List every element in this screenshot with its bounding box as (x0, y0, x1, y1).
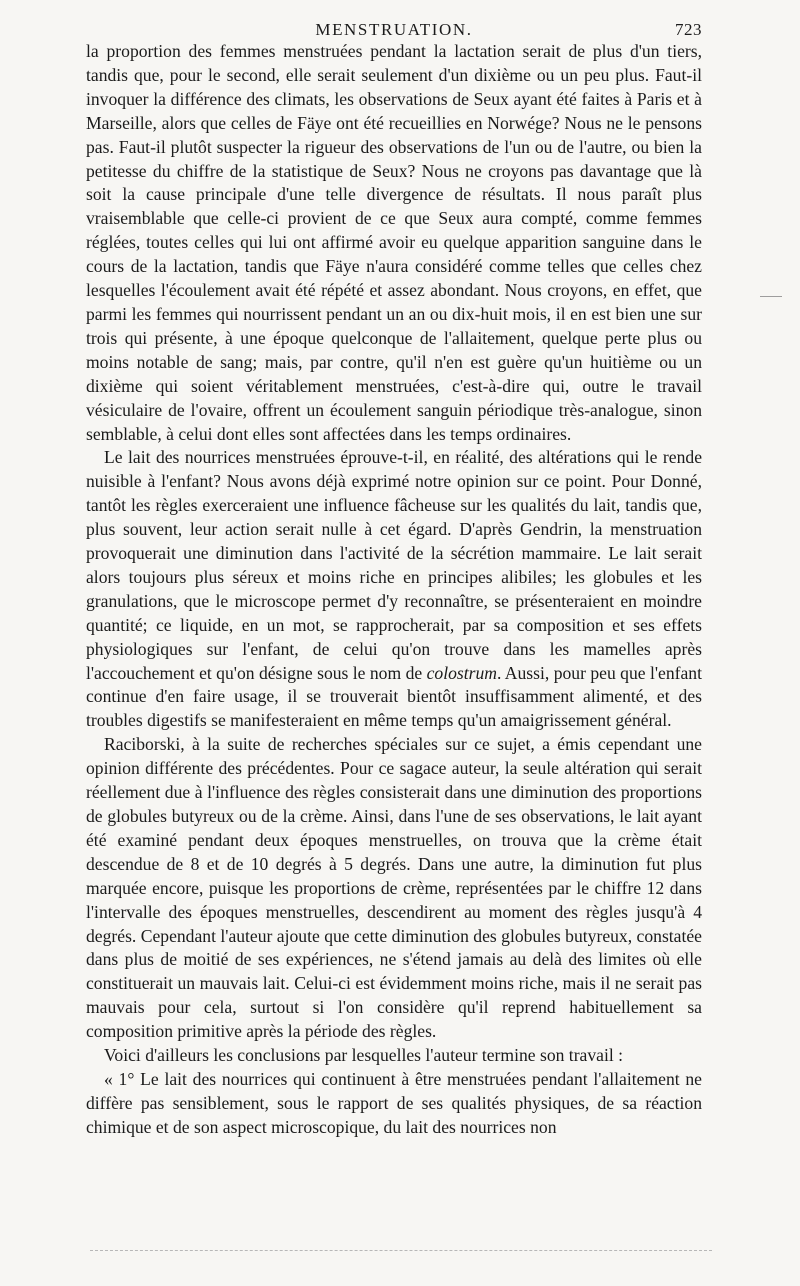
page-header (86, 8, 702, 40)
paragraph: Voici d'ailleurs les conclusions par lesquelles l'auteur termine son travail : (104, 1045, 624, 1066)
running-title: MENSTRUATION. (315, 20, 473, 39)
margin-mark (760, 296, 782, 309)
emphasized-term: colostrum (426, 662, 497, 683)
page-number: 723 (675, 20, 702, 39)
quoted-paragraph: « 1° Le lait des nourrices qui continuent à être menstruées pendant l'allaitement ne diffère pas sensiblement, sous le rapport de ses qualités physiques, de sa réaction chimique et de son aspect microscopique, du lait des nourrices non (86, 1068, 702, 1137)
paragraph: la proportion des femmes menstruées pendant la lactation serait de plus d'un tiers, tandis que, pour le second, elle serait seulement d'un dixième ou un peu plus. Faut-il invoquer la différence des climats, les observations de Seux ayant été faites à Paris et à Marseille, alors que celles de Fäye ont été recueillies en Norwége? Nous ne le pensons pas. Faut-il plutôt suspecter la rigueur des observations de l'un ou de l'autre, ou bien la petitesse du chiffre de la statistique de Seux? Nous ne croyons pas davantage que là soit la cause principale d'une telle divergence de résultats. Il nous paraît plus vraisemblable que celle-ci provient de ce que Seux aura compté, comme femmes réglées, toutes celles qui lui ont affirmé avoir eu quelque apparition sanguine dans le cours de la lactation, tandis que Fäye n'aura considéré comme telles que celles chez lesquelles l'écoulement avait été répété et assez abondant. Nous croyons, en effet, que parmi les femmes qui nourrissent pendant un an ou dix-huit mois, il en est bien une sur trois qui présente, à une époque quelconque de l'allaitement, quelque perte plus ou moins notable de sang; mais, par contre, qu'il n'en est guère qu'un huitième ou un dixième qui soient véritablement menstruées, c'est-à-dire qui, outre le travail vésiculaire de l'ovaire, offrent un écoulement sanguin périodique très-analogue, sinon semblable, à celui dont elles sont affectées dans les temps ordinaires. (86, 41, 702, 444)
body-text (86, 40, 702, 1140)
paragraph-text: Le lait des nourrices menstruées éprouve-t-il, en réalité, des altérations qui le rende nuisible à l'enfant? Nous avons déjà exprimé notre opinion sur ce point. Pour Donné, tantôt les règles exerceraient une influence fâcheuse sur les qualités du lait, tandis que, plus souvent, leur action serait nulle à cet égard. D'après Gendrin, la menstruation provoquerait une diminution dans l'activité de la sécrétion mammaire. Le lait serait alors toujours plus séreux et moins riche en principes alibiles; les globules et les granulations, que le microscope permet d'y reconnaître, se présenteraient en moindre quantité; ce liquide, en un mot, se rapprocherait, par sa composition et ses effets physiologiques sur l'enfant, de celui qu'on trouve dans les mamelles après l'accouchement et qu'on désigne sous le nom de (86, 447, 702, 683)
bottom-rule (90, 1250, 712, 1251)
paragraph: Raciborski, à la suite de recherches spéciales sur ce sujet, a émis cependant une opinion différente des précédentes. Pour ce sagace auteur, la seule altération qui serait réellement due à l'influence des règles consisterait dans une diminution des proportions de globules butyreux ou de la crème. Ainsi, dans l'une de ses observations, le lait ayant été examiné pendant deux époques menstruelles, on trouva que la crème était descendue de 8 et de 10 degrés à 5 degrés. Dans une autre, la diminution fut plus marquée encore, puisque les proportions de crème, représentées par le chiffre 12 dans l'intervalle des époques menstruelles, descendirent au moment des règles jusqu'à 4 degrés. Cependant l'auteur ajoute que cette diminution des globules butyreux, constatée dans plus de moitié de ses expériences, ne s'étend jamais au delà des limites où elle constituerait un mauvais lait. Celui-ci est évidemment moins riche, mais il ne serait pas mauvais pour cela, surtout si l'on considère qu'il reprend habituellement sa composition primitive après la période des règles. (86, 734, 702, 1042)
paragraph-text-after-emphasis: . Aussi, pour peu que l'enfant continue d'en faire usage, il se trouverait bientôt insuffisamment alimenté, et des troubles digestifs se manifesteraient en même temps qu'un amaigrissement général. (86, 662, 702, 731)
paragraph (86, 446, 702, 733)
